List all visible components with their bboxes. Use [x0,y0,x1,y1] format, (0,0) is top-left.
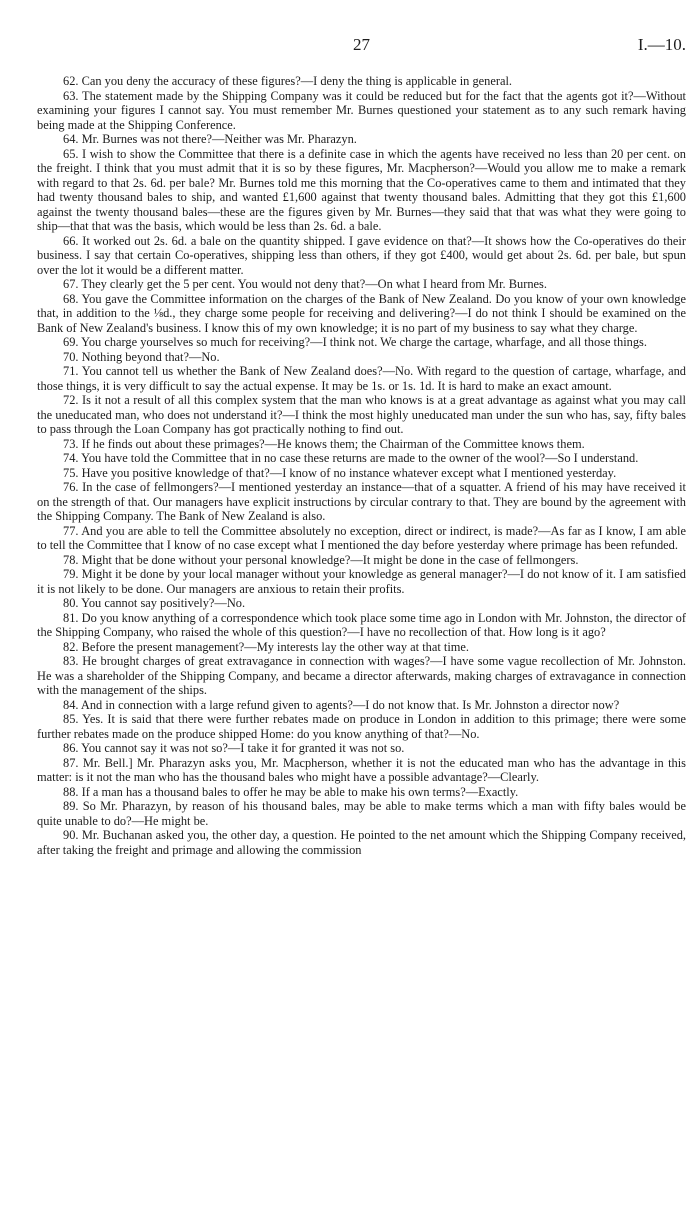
question-paragraph: 72. Is it not a result of all this complex system that the man who knows is at a great advantage as against what you may call the uneducated man, who does not understand it?—I think the most highly uneducated man under the sun who has, say, fifty bales to pass through the Loan Company has got practically nothing to find out. [37,393,686,436]
question-paragraph: 81. Do you know anything of a correspondence which took place some time ago in London with Mr. Johnston, the director of the Shipping Company, who raised the whole of this question?—I have no recollection of that. How long is it ago? [37,610,686,639]
document-reference: I.—10. [637,35,686,54]
question-paragraph: 79. Might it be done by your local manager without your knowledge as general manager?—I do not know of it. I am satisfied it is not likely to be done. Our managers are anxious to retain their profits. [37,567,686,596]
question-paragraph: 63. The statement made by the Shipping Company was it could be reduced but for the fact that the agents got it?—Without examining your figures I cannot say. You must remember Mr. Burnes questioned your statement as to any such remark having being made at the Shipping Conference. [37,88,686,132]
question-paragraph: 65. I wish to show the Committee that there is a definite case in which the agents have received no less than 20 per cent. on the freight. I think that you must admit that it is so by these figures, Mr. Macpherson?—Would you allow me to make a remark with regard to that 2s. 6d. per bale? Mr. Burnes told me this morning that the Co-operatives came to them and intimated that they had twenty thousand bales to ship, and wanted £1,600 against that twenty thousand bales. Admitting that they got this £1,600 against the twenty thousand bales—these are the figures given by Mr. Burnes—they said that that was what they were going to ship—that that was the basis, which would be less than 2s. 6d. a bale. [37,146,686,233]
question-paragraph: 83. He brought charges of great extravagance in connection with wages?—I have some vague recollection of Mr. Johnston. He was a shareholder of the Shipping Company, and became a director afterwards, making charges of extravagance in connection with the management of the ships. [37,654,686,697]
body-text [37,74,686,857]
question-paragraph: 76. In the case of fellmongers?—I mentioned yesterday an instance—that of a squatter. A friend of his may have received it on the strength of that. Our managers have explicit instructions by circular contrary to that. They are bound by the agreement with the Shipping Company. The Bank of New Zealand is also. [37,480,686,523]
question-paragraph: 78. Might that be done without your personal knowledge?—It might be done in the case of fellmongers. [63,552,579,567]
question-paragraph: 74. You have told the Committee that in no case these returns are made to the owner of the wool?—So I understand. [63,451,639,465]
question-paragraph: 90. Mr. Buchanan asked you, the other day, a question. He pointed to the net amount which the Shipping Company received, after taking the freight and primage and allowing the commission [37,828,686,857]
question-paragraph: 80. You cannot say positively?—No. [63,596,246,610]
question-paragraph: 67. They clearly get the 5 per cent. You would not deny that?—On what I heard from Mr. Burnes. [63,277,547,291]
question-paragraph: 64. Mr. Burnes was not there?—Neither was Mr. Pharazyn. [63,132,357,146]
question-paragraph: 66. It worked out 2s. 6d. a bale on the quantity shipped. I gave evidence on that?—It shows how the Co-operatives do their business. I say that certain Co-operatives, shipping less than others, if they got £400, would get about 2s. 6d. per bale, but spun over the lot it would be a different matter. [37,233,686,277]
question-paragraph: 82. Before the present management?—My interests lay the other way at that time. [63,639,470,654]
question-paragraph: 73. If he finds out about these primages?—He knows them; the Chairman of the Committee knows them. [63,436,585,451]
question-paragraph: 86. You cannot say it was not so?—I take it for granted it was not so. [63,741,405,755]
question-paragraph: 70. Nothing beyond that?—No. [63,349,220,364]
question-paragraph: 87. Mr. Bell.] Mr. Pharazyn asks you, Mr. Macpherson, whether it is not the educated man who has the advantage in this matter: is it not the man who has the thousand bales who might have a possible advantage?—Clearly. [37,755,686,784]
question-paragraph: 69. You charge yourselves so much for receiving?—I think not. We charge the cartage, wharfage, and all those things. [63,335,647,349]
page-number: 27 [353,35,370,54]
page-header [37,36,686,64]
question-paragraph: 89. So Mr. Pharazyn, by reason of his thousand bales, may be able to make terms which a man with fifty bales would be quite unable to do?—He might be. [37,799,686,828]
question-paragraph: 62. Can you deny the accuracy of these figures?—I deny the thing is applicable in general. [63,74,513,88]
question-paragraph: 84. And in connection with a large refund given to agents?—I do not know that. Is Mr. Johnston a director now? [63,697,620,712]
question-paragraph: 75. Have you positive knowledge of that?—I know of no instance whatever except what I mentioned yesterday. [63,465,617,480]
question-paragraph: 68. You gave the Committee information on the charges of the Bank of New Zealand. Do you know of your own knowledge that, in addition to the ⅛d., they charge some people for receiving and delivering?—I do not think I should be examined on the Bank of New Zealand's business. I know this of my own knowledge; it is no part of my business to say what they charge. [37,291,686,335]
question-paragraph: 77. And you are able to tell the Committee absolutely no exception, direct or indirect, is made?—As far as I know, I am able to tell the Committee that I know of no case except what I mentioned the day before yesterday where primage has been refunded. [37,523,686,552]
question-paragraph: 88. If a man has a thousand bales to offer he may be able to make his own terms?—Exactly. [63,784,519,799]
question-paragraph: 71. You cannot tell us whether the Bank of New Zealand does?—No. With regard to the question of cartage, wharfage, and those things, it is very difficult to say the actual expense. It may be 1s. or 1s. 1d. It is hard to make an exact amount. [37,364,686,393]
question-paragraph: 85. Yes. It is said that there were further rebates made on produce in London in addition to this primage; there were some further rebates made on the produce shipped Home: do you know anything of that?—No. [37,712,686,741]
